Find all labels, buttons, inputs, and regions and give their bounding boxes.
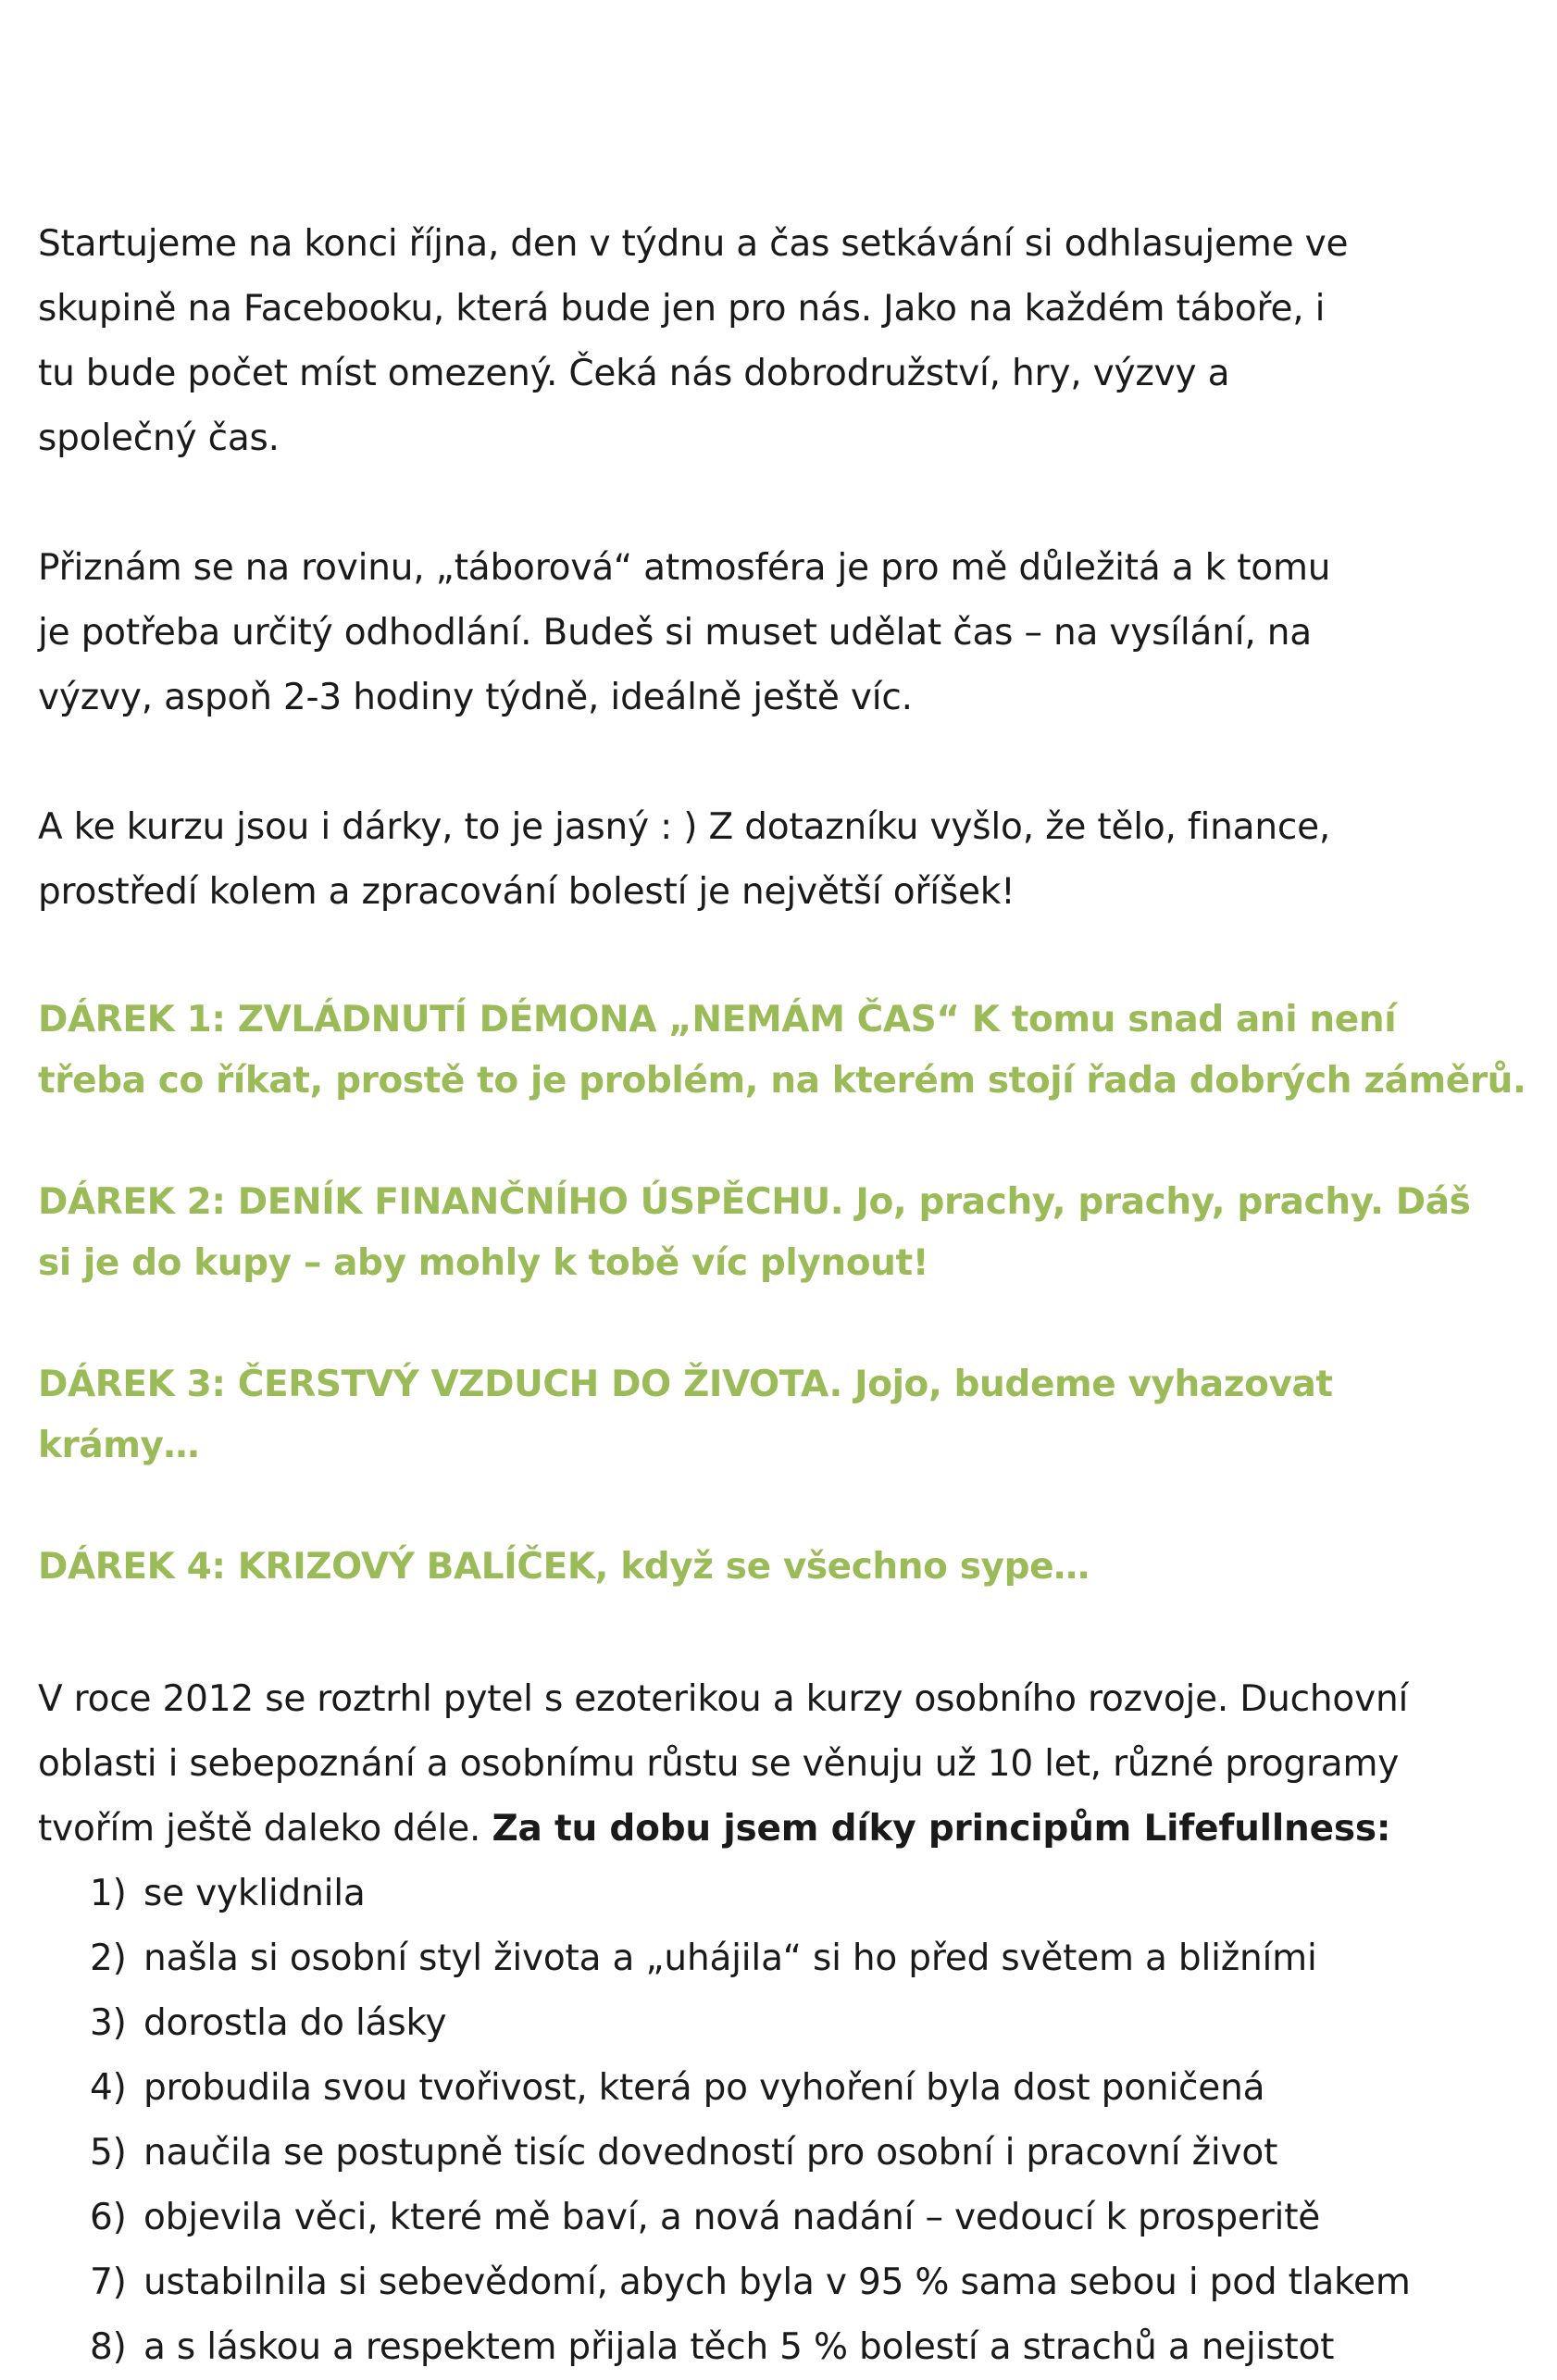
gift-line: DÁREK 4: KRIZOVÝ BALÍČEK, když se všechno sype… <box>38 1546 1090 1588</box>
list-item <box>90 1926 1411 1991</box>
text-line <box>38 1797 1519 1862</box>
text-line: oblasti i sebepoznání a osobnímu růstu se věnuju už 10 let, různé programy <box>38 1743 1400 1785</box>
list-item-text: a s láskou a respektem přijala těch 5 % bolestí a strachů a nejistot <box>143 2326 1335 2368</box>
list-number: 1) <box>90 1873 127 1914</box>
list-item-text: ustabilnila si sebevědomí, abych byla v 95 % sama sebou i pod tlakem <box>143 2262 1411 2303</box>
list-number: 8) <box>90 2326 127 2368</box>
list-number: 6) <box>90 2197 127 2238</box>
list-item-text: naučila se postupně tisíc dovedností pro osobní i pracovní život <box>143 2132 1278 2174</box>
text-line: skupině na Facebooku, která bude jen pro nás. Jako na každém táboře, i <box>38 288 1326 330</box>
gifts-intro-paragraph <box>38 795 1519 925</box>
gift-line: DÁREK 3: ČERSTVÝ VZDUCH DO ŽIVOTA. Jojo, budeme vyhazovat <box>38 1364 1333 1405</box>
list-item-text: probudila svou tvořivost, která po vyhoření byla dost poničená <box>143 2067 1265 2109</box>
list-item-text: našla si osobní styl života a „uhájila“ si ho před světem a bližními <box>143 1938 1317 1979</box>
gift-line: třeba co říkat, prostě to je problém, na kterém stojí řada dobrých záměrů. <box>38 1060 1526 1102</box>
list-item <box>90 2250 1411 2315</box>
gift-line: si je do kupy – aby mohly k tobě víc plynout! <box>38 1242 929 1284</box>
bold-text-span: Za tu dobu jsem díky principům Lifefullness: <box>492 1808 1391 1850</box>
gift-4 <box>38 1537 1519 1598</box>
list-item <box>90 1991 1411 2056</box>
text-span: tvořím ještě daleko déle. <box>38 1808 492 1850</box>
list-item-text: dorostla do lásky <box>143 2002 447 2044</box>
text-line: V roce 2012 se roztrhl pytel s ezoterikou a kurzy osobního rozvoje. Duchovní <box>38 1678 1409 1720</box>
list-number: 2) <box>90 1938 127 1979</box>
text-line: tu bude počet míst omezený. Čeká nás dobrodružství, hry, výzvy a <box>38 353 1230 394</box>
text-line: výzvy, aspoň 2-3 hodiny týdně, ideálně ještě víc. <box>38 677 913 718</box>
list-number: 7) <box>90 2262 127 2303</box>
text-line: je potřeba určitý odhodlání. Budeš si muset udělat čas – na vysílání, na <box>38 612 1313 654</box>
gift-2 <box>38 1172 1519 1294</box>
list-number: 5) <box>90 2132 127 2174</box>
text-line: společný čas. <box>38 417 280 459</box>
list-number: 4) <box>90 2067 127 2109</box>
gift-1 <box>38 990 1526 1112</box>
text-line: A ke kurzu jsou i dárky, to je jasný : ) Z dotazníku vyšlo, že tělo, finance, <box>38 806 1331 848</box>
list-item <box>90 1862 1411 1926</box>
list-item <box>90 2121 1411 2186</box>
text-line: Přiznám se na rovinu, „táborová“ atmosféra je pro mě důležitá a k tomu <box>38 547 1331 589</box>
achievements-list <box>90 1862 1411 2380</box>
list-item-text: objevila věci, které mě baví, a nová nadání – vedoucí k prosperitě <box>143 2197 1321 2238</box>
list-item-text: se vyklidnila <box>143 1873 366 1914</box>
text-line: Startujeme na konci října, den v týdnu a čas setkávání si odhlasujeme ve <box>38 223 1349 265</box>
gift-line: DÁREK 2: DENÍK FINANČNÍHO ÚSPĚCHU. Jo, prachy, prachy, prachy. Dáš <box>38 1181 1471 1223</box>
gift-line: krámy… <box>38 1425 200 1466</box>
list-item <box>90 2315 1411 2380</box>
list-item <box>90 2056 1411 2121</box>
text-line: prostředí kolem a zpracování bolestí je největší oříšek! <box>38 871 1015 913</box>
commitment-paragraph <box>38 536 1519 730</box>
intro-paragraph <box>38 212 1519 471</box>
gift-3 <box>38 1354 1519 1477</box>
list-number: 3) <box>90 2002 127 2044</box>
gift-line: DÁREK 1: ZVLÁDNUTÍ DÉMONA „NEMÁM ČAS“ K tomu snad ani není <box>38 999 1397 1040</box>
history-paragraph <box>38 1667 1519 1862</box>
list-item <box>90 2186 1411 2250</box>
